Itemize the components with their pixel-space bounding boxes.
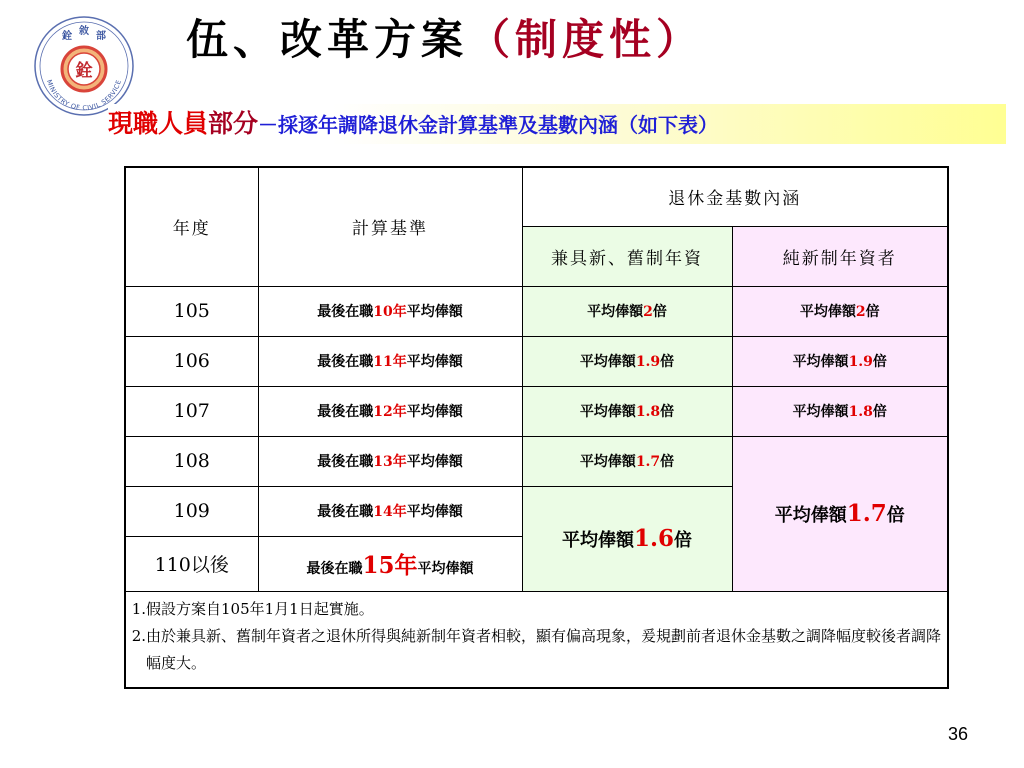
table-row [125,336,948,386]
header-base-content: 退休金基數內涵 [522,167,948,226]
page-title [186,10,703,70]
year-cell: 105 [125,286,258,336]
header-mixed: 兼具新、舊制年資 [522,226,732,286]
note-number: 1. [131,599,146,618]
logo-char-1: 銓 [62,31,72,42]
basis-cell: 最後在職13年平均俸額 [258,436,522,486]
table-row [125,436,948,486]
year-cell: 110以後 [125,536,258,591]
pure-mult-merged-cell: 平均俸額1.7倍 [732,436,948,591]
logo-english-text: MINISTRY OF CIVIL SERVICE [44,78,124,113]
table-row [125,286,948,336]
mixed-mult-cell: 平均俸額1.7倍 [522,436,732,486]
note-text: 由於兼具新、舊制年資者之退休所得與純新制年資者相較，顯有偏高現象，爰規劃前者退休金基數之調降幅度較後者調降幅度大。 [146,626,942,672]
mixed-mult-cell: 平均俸額1.8倍 [522,386,732,436]
pure-mult-cell: 平均俸額1.8倍 [732,386,948,436]
pure-mult-cell: 平均俸額2倍 [732,286,948,336]
page-number: 36 [947,724,968,744]
pension-table [124,166,949,689]
year-cell: 109 [125,486,258,536]
year-cell: 107 [125,386,258,436]
header-pure-new: 純新制年資者 [732,226,948,286]
ministry-seal-logo [32,14,136,118]
header-basis: 計算基準 [258,167,522,286]
note-item [126,596,943,623]
year-cell: 106 [125,336,258,386]
basis-cell: 最後在職15年平均俸額 [258,536,522,591]
basis-cell: 最後在職14年平均俸額 [258,486,522,536]
notes-cell [125,591,948,688]
header-year: 年度 [125,167,258,286]
subtitle-blue: －採逐年調降退休金計算基準及基數內涵（如下表） [258,113,719,137]
note-text: 假設方案自105年1月1日起實施。 [146,599,374,618]
logo-emblem-char: 銓 [75,61,93,81]
notes-row [125,591,948,688]
mixed-mult-merged-cell: 平均俸額1.6倍 [522,486,732,591]
mixed-mult-cell: 平均俸額2倍 [522,286,732,336]
logo-char-2: 敘 [79,26,89,37]
subtitle-red: 現職人員 [108,109,209,138]
subtitle-dark: 部分 [208,109,259,138]
basis-cell: 最後在職11年平均俸額 [258,336,522,386]
year-cell: 108 [125,436,258,486]
subtitle-bar [108,104,1006,144]
basis-cell: 最後在職12年平均俸額 [258,386,522,436]
mixed-mult-cell: 平均俸額1.9倍 [522,336,732,386]
logo-char-3: 部 [96,31,106,42]
pure-mult-cell: 平均俸額1.9倍 [732,336,948,386]
basis-cell: 最後在職10年平均俸額 [258,286,522,336]
title-paren: （制度性） [468,15,704,64]
note-number: 2. [131,626,146,645]
title-main: 伍、改革方案 [186,15,469,64]
note-item [126,623,943,677]
table-row [125,386,948,436]
